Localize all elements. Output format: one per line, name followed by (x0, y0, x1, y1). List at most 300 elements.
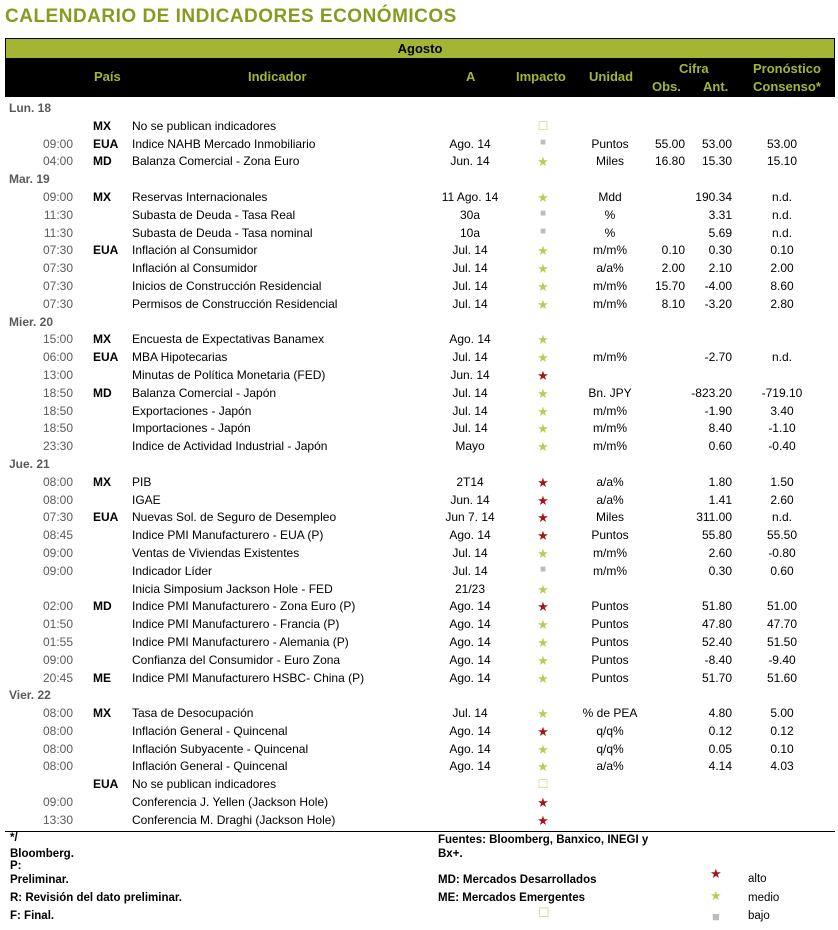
star-icon: ★ (537, 243, 549, 259)
footer-md: MD: Mercados Desarrollados (438, 874, 597, 886)
unit-cell: % (604, 207, 616, 222)
indicator-cell: Inicios de Construcción Residencial (132, 278, 322, 293)
period-cell: Ago. 14 (449, 741, 491, 756)
indicator-cell: Permisos de Construcción Residencial (132, 296, 338, 311)
time-cell: 13:00 (42, 367, 73, 382)
day-header-row (5, 171, 835, 189)
period-cell: 21/23 (454, 581, 486, 596)
time-cell: 20:45 (42, 670, 73, 685)
previous-cell: 51.80 (701, 599, 732, 614)
unit-cell: m/m% (593, 296, 627, 311)
consensus-cell: n.d. (771, 189, 792, 204)
star-icon: ★ (537, 706, 549, 722)
time-cell: 07:30 (42, 261, 73, 276)
indicator-cell: Inicia Simposium Jackson Hole - FED (132, 581, 333, 596)
footer-note-2: Bloomberg. (10, 848, 74, 860)
previous-cell: -1.90 (704, 403, 732, 418)
indicator-cell: Indice NAHB Mercado Inmobiliario (132, 136, 316, 151)
consensus-cell: -0.80 (768, 545, 796, 560)
unit-cell: m/m% (593, 403, 627, 418)
time-cell: 09:00 (42, 136, 73, 151)
day-header-row (5, 100, 835, 118)
empty-square-icon: ☐ (537, 118, 549, 133)
table-row (5, 367, 835, 385)
star-icon: ★ (537, 812, 549, 828)
previous-cell: -823.20 (691, 385, 732, 400)
period-cell: Jul. 14 (452, 385, 488, 400)
indicator-cell: Inflación General - Quincenal (132, 759, 288, 774)
period-cell: Jul. 14 (452, 403, 488, 418)
country-cell: MX (93, 189, 111, 204)
star-icon: ★ (537, 528, 549, 544)
previous-cell: 1.41 (708, 492, 732, 507)
indicator-cell: Tasa de Desocupación (132, 706, 254, 721)
consensus-cell: 3.40 (770, 403, 794, 418)
period-cell: Jul. 14 (452, 243, 488, 258)
header-cifra: Cifra (679, 61, 709, 76)
table-row (5, 670, 835, 688)
table-row (5, 598, 835, 616)
indicator-cell: Indice PMI Manufacturero - Alemania (P) (132, 634, 349, 649)
unit-cell: a/a% (596, 492, 624, 507)
previous-cell: 51.70 (701, 670, 732, 685)
period-cell: Ago. 14 (449, 136, 491, 151)
footer-me: ME: Mercados Emergentes (438, 892, 585, 904)
day-label: Mar. 19 (9, 172, 50, 187)
consensus-cell: -9.40 (768, 652, 796, 667)
indicator-cell: Importaciones - Japón (132, 421, 251, 436)
observed-cell: 8.10 (661, 296, 685, 311)
consensus-cell: -0.40 (768, 439, 796, 454)
consensus-cell: n.d. (771, 510, 792, 525)
consensus-cell: 53.00 (766, 136, 798, 151)
star-icon: ★ (537, 367, 549, 383)
consensus-cell: 2.00 (770, 261, 794, 276)
time-cell: 08:00 (42, 741, 73, 756)
period-cell: Jul. 14 (452, 296, 488, 311)
consensus-cell: 15.10 (766, 154, 798, 169)
previous-cell: 2.10 (708, 261, 732, 276)
country-cell: MD (93, 385, 112, 400)
table-row (5, 758, 835, 776)
header-indicador: Indicador (248, 69, 307, 84)
table-row (5, 385, 835, 403)
observed-cell: 16.80 (654, 154, 685, 169)
country-cell: MX (93, 474, 111, 489)
star-icon: ★ (537, 332, 549, 348)
indicator-cell: MBA Hipotecarias (132, 350, 228, 365)
legend-bajo: bajo (748, 910, 770, 922)
indicator-cell: Conferencia J. Yellen (Jackson Hole) (132, 795, 329, 810)
previous-cell: 47.80 (701, 617, 732, 632)
unit-cell: Puntos (591, 599, 629, 614)
time-cell: 07:30 (42, 243, 73, 258)
star-icon: ★ (537, 545, 549, 561)
country-cell: EUA (93, 350, 119, 365)
day-label: Mier. 20 (9, 314, 54, 329)
star-icon: ★ (537, 350, 549, 366)
table-row (5, 545, 835, 563)
star-icon: ★ (537, 154, 549, 170)
table-row (5, 634, 835, 652)
consensus-cell: 55.50 (766, 528, 798, 543)
indicator-cell: Indice PMI Manufacturero HSBC- China (P) (132, 670, 365, 685)
indicator-cell: Encuesta de Expectativas Banamex (132, 332, 325, 347)
indicator-cell: Inflación Subyacente - Quincenal (132, 741, 309, 756)
consensus-cell: 51.60 (766, 670, 798, 685)
unit-cell: q/q% (596, 723, 624, 738)
time-cell: 08:00 (42, 492, 73, 507)
indicator-cell: Indice de Actividad Industrial - Japón (132, 439, 328, 454)
indicator-cell: Balanza Comercial - Zona Euro (132, 154, 300, 169)
footer-note-6: F: Final. (10, 910, 55, 922)
country-cell: MD (93, 154, 112, 169)
table-row (5, 420, 835, 438)
period-cell: Ago. 14 (449, 723, 491, 738)
time-cell: 01:55 (42, 634, 73, 649)
indicator-cell: Nuevas Sol. de Seguro de Desempleo (132, 510, 337, 525)
indicator-table (5, 100, 835, 830)
day-label: Lun. 18 (9, 101, 52, 115)
unit-cell: m/m% (593, 545, 627, 560)
footer-note-1: */ (10, 832, 18, 844)
unit-cell: Bn. JPY (588, 385, 632, 400)
header-obs: Obs. (652, 79, 681, 94)
indicator-cell: Reservas Internacionales (132, 189, 268, 204)
indicator-cell: Ventas de Viviendas Existentes (132, 545, 300, 560)
unit-cell: Puntos (591, 652, 629, 667)
header-unidad: Unidad (589, 69, 634, 84)
consensus-cell: 0.10 (770, 741, 794, 756)
day-header-row (5, 687, 835, 705)
previous-cell: 2.60 (708, 545, 732, 560)
star-icon: ★ (537, 795, 549, 811)
table-row (5, 260, 835, 278)
indicator-cell: PIB (132, 474, 152, 489)
indicator-cell: Subasta de Deuda - Tasa nominal (132, 225, 313, 240)
unit-cell: m/m% (593, 350, 627, 365)
unit-cell: q/q% (596, 741, 624, 756)
day-header-row (5, 314, 835, 332)
table-row (5, 812, 835, 830)
time-cell: 08:00 (42, 474, 73, 489)
unit-cell: Puntos (591, 670, 629, 685)
unit-cell: Puntos (591, 617, 629, 632)
consensus-cell: 1.50 (770, 474, 794, 489)
previous-cell: 3.31 (708, 207, 732, 222)
indicator-cell: No se publican indicadores (132, 777, 277, 792)
consensus-cell: -1.10 (768, 421, 796, 436)
period-cell: Ago. 14 (449, 617, 491, 632)
square-icon: ■ (712, 909, 720, 924)
country-cell: EUA (93, 243, 119, 258)
consensus-cell: 0.10 (770, 243, 794, 258)
indicator-cell: Indicador Líder (132, 563, 213, 578)
unit-cell: a/a% (596, 474, 624, 489)
period-cell: Ago. 14 (449, 528, 491, 543)
period-cell: Ago. 14 (449, 634, 491, 649)
time-cell: 09:00 (42, 545, 73, 560)
table-row (5, 652, 835, 670)
time-cell: 06:00 (42, 350, 73, 365)
unit-cell: Mdd (598, 189, 622, 204)
previous-cell: 15.30 (701, 154, 732, 169)
time-cell: 07:30 (42, 510, 73, 525)
star-icon: ★ (537, 599, 549, 615)
footer-note-4: Preliminar. (10, 874, 69, 886)
indicator-cell: Inflación General - Quincenal (132, 723, 288, 738)
consensus-cell: 8.60 (770, 278, 794, 293)
indicator-cell: Indice PMI Manufacturero - EUA (P) (132, 528, 324, 543)
table-row (5, 492, 835, 510)
period-cell: Ago. 14 (449, 599, 491, 614)
header-pronostico: Pronóstico (753, 61, 821, 76)
square-icon: ■ (539, 207, 547, 219)
table-row (5, 794, 835, 812)
previous-cell: 4.80 (708, 706, 732, 721)
period-cell: 30a (459, 207, 481, 222)
star-icon: ★ (537, 723, 549, 739)
empty-square-icon: ☐ (537, 777, 549, 792)
time-cell: 11:30 (43, 225, 73, 240)
time-cell: 08:00 (42, 759, 73, 774)
star-icon: ★ (537, 261, 549, 277)
period-cell: Jul. 14 (452, 278, 488, 293)
star-icon: ★ (537, 741, 549, 757)
footer-fuentes: Fuentes: Bloomberg, Banxico, INEGI y (438, 834, 649, 846)
unit-cell: m/m% (593, 439, 627, 454)
star-icon: ★ (537, 492, 549, 508)
time-cell: 09:00 (42, 652, 73, 667)
period-cell: 10a (459, 225, 481, 240)
table-row (5, 242, 835, 260)
period-cell: Ago. 14 (449, 670, 491, 685)
period-cell: Jun. 14 (450, 492, 490, 507)
square-icon: ■ (539, 225, 547, 237)
period-cell: 11 Ago. 14 (441, 189, 499, 204)
table-row (5, 349, 835, 367)
star-icon: ★ (537, 581, 549, 597)
period-cell: Jul. 14 (452, 261, 488, 276)
consensus-cell: 47.70 (766, 617, 798, 632)
table-row (5, 207, 835, 225)
period-cell: Jul. 14 (452, 421, 488, 436)
empty-square-icon: ☐ (538, 905, 550, 920)
time-cell: 18:50 (42, 421, 73, 436)
unit-cell: a/a% (596, 759, 624, 774)
previous-cell: 1.80 (708, 474, 732, 489)
indicator-cell: Exportaciones - Japón (132, 403, 252, 418)
country-cell: MX (93, 118, 111, 133)
country-cell: EUA (93, 510, 119, 525)
star-icon: ★ (537, 278, 549, 294)
indicator-cell: IGAE (132, 492, 161, 507)
consensus-cell: 5.00 (770, 706, 794, 721)
table-row (5, 563, 835, 581)
table-row (5, 741, 835, 759)
country-cell: MX (93, 332, 111, 347)
previous-cell: 0.05 (708, 741, 732, 756)
indicator-cell: Balanza Comercial - Japón (132, 385, 277, 400)
table-row (5, 403, 835, 421)
day-label: Jue. 21 (9, 456, 50, 471)
star-icon: ★ (537, 474, 549, 490)
footer-note-5: R: Revisión del dato preliminar. (10, 892, 182, 904)
previous-cell: 0.30 (708, 243, 732, 258)
consensus-cell: 4.03 (770, 759, 794, 774)
time-cell: 08:45 (42, 528, 73, 543)
previous-cell: 311.00 (696, 510, 732, 525)
country-cell: ME (93, 670, 111, 685)
unit-cell: m/m% (593, 563, 627, 578)
country-cell: MD (93, 599, 112, 614)
header-pais: País (94, 69, 121, 84)
observed-cell: 15.70 (654, 278, 685, 293)
previous-cell: -8.40 (704, 652, 732, 667)
period-cell: Jul. 14 (452, 706, 488, 721)
indicator-cell: Indice PMI Manufacturero - Francia (P) (132, 617, 340, 632)
table-row (5, 705, 835, 723)
star-icon: ★ (537, 385, 549, 401)
unit-cell: % (604, 225, 616, 240)
previous-cell: 8.40 (708, 421, 732, 436)
consensus-cell: 51.00 (766, 599, 798, 614)
consensus-cell: 2.80 (770, 296, 794, 311)
table-row (5, 225, 835, 243)
square-icon: ■ (539, 136, 547, 148)
time-cell: 08:00 (42, 706, 73, 721)
indicator-cell: Minutas de Política Monetaria (FED) (132, 367, 326, 382)
legend-alto: alto (748, 873, 767, 885)
footer-fuentes-2: Bx+. (438, 848, 463, 860)
table-row (5, 189, 835, 207)
period-cell: Jun. 14 (450, 154, 490, 169)
star-icon: ★ (710, 866, 722, 881)
consensus-cell: 0.12 (770, 723, 794, 738)
table-row (5, 509, 835, 527)
month-banner: Agosto (5, 38, 835, 59)
star-icon: ★ (710, 888, 722, 903)
unit-cell: % de PEA (582, 706, 638, 721)
star-icon: ★ (537, 670, 549, 686)
observed-cell: 0.10 (661, 243, 685, 258)
time-cell: 23:30 (42, 439, 73, 454)
unit-cell: Miles (595, 154, 624, 169)
consensus-cell: n.d. (771, 350, 792, 365)
country-cell: EUA (93, 777, 119, 792)
table-row (5, 278, 835, 296)
previous-cell: 4.14 (708, 759, 732, 774)
day-header-row (5, 456, 835, 474)
table-row (5, 153, 835, 171)
consensus-cell: n.d. (771, 207, 792, 222)
time-cell: 04:00 (42, 154, 73, 169)
table-row (5, 581, 835, 599)
previous-cell: 55.80 (701, 528, 732, 543)
consensus-cell: 0.60 (770, 563, 794, 578)
time-cell: 15:00 (42, 332, 73, 347)
table-row (5, 474, 835, 492)
unit-cell: Puntos (591, 528, 629, 543)
period-cell: Mayo (455, 439, 485, 454)
unit-cell: m/m% (593, 243, 627, 258)
star-icon: ★ (537, 634, 549, 650)
country-cell: MX (93, 706, 111, 721)
table-row (5, 616, 835, 634)
table-row (5, 723, 835, 741)
indicator-cell: Subasta de Deuda - Tasa Real (132, 207, 296, 222)
time-cell: 01:50 (42, 617, 73, 632)
indicator-cell: Conferencia M. Draghi (Jackson Hole) (132, 812, 336, 827)
previous-cell: 5.69 (708, 225, 732, 240)
indicator-cell: No se publican indicadores (132, 118, 277, 133)
indicator-cell: Inflación al Consumidor (132, 243, 258, 258)
time-cell: 18:50 (42, 385, 73, 400)
consensus-cell: n.d. (771, 225, 792, 240)
time-cell: 08:00 (42, 723, 73, 738)
table-row (5, 776, 835, 794)
consensus-cell: 51.50 (766, 634, 798, 649)
previous-cell: 0.30 (708, 563, 732, 578)
period-cell: Jul. 14 (452, 563, 488, 578)
table-row (5, 296, 835, 314)
table-row (5, 527, 835, 545)
star-icon: ★ (537, 403, 549, 419)
previous-cell: 52.40 (701, 634, 732, 649)
time-cell: 09:00 (42, 563, 73, 578)
previous-cell: -4.00 (704, 278, 732, 293)
table-row (5, 438, 835, 456)
unit-cell: m/m% (593, 421, 627, 436)
observed-cell: 55.00 (654, 136, 685, 151)
period-cell: Jun. 14 (450, 367, 490, 382)
table-row (5, 136, 835, 154)
square-icon: ■ (539, 563, 547, 575)
previous-cell: 0.12 (708, 723, 732, 738)
footer-divider (5, 831, 835, 832)
star-icon: ★ (537, 652, 549, 668)
table-row (5, 331, 835, 349)
period-cell: Jul. 14 (452, 350, 488, 365)
observed-cell: 2.00 (661, 261, 685, 276)
time-cell: 09:00 (42, 189, 73, 204)
time-cell: 07:30 (42, 278, 73, 293)
header-consenso: Consenso* (753, 79, 821, 94)
indicator-cell: Inflación al Consumidor (132, 261, 258, 276)
unit-cell: Puntos (591, 136, 629, 151)
footer-note-3: P: (10, 860, 22, 872)
legend-medio: medio (748, 892, 780, 904)
day-label: Vier. 22 (9, 688, 51, 703)
star-icon: ★ (537, 439, 549, 455)
period-cell: 2T14 (456, 474, 484, 489)
star-icon: ★ (537, 296, 549, 312)
period-cell: Jun 7. 14 (445, 510, 495, 525)
indicator-cell: Indice PMI Manufacturero - Zona Euro (P) (132, 599, 356, 614)
country-cell: EUA (93, 136, 119, 151)
header-ant: Ant. (703, 79, 729, 94)
time-cell: 13:30 (42, 812, 73, 827)
consensus-cell: 2.60 (770, 492, 794, 507)
header-impacto: Impacto (516, 69, 566, 84)
previous-cell: 53.00 (701, 136, 732, 151)
star-icon: ★ (537, 510, 549, 526)
time-cell: 09:00 (42, 795, 73, 810)
table-row (5, 118, 835, 136)
time-cell: 18:50 (42, 403, 73, 418)
previous-cell: 190.34 (695, 189, 732, 204)
header-a: A (466, 69, 476, 84)
